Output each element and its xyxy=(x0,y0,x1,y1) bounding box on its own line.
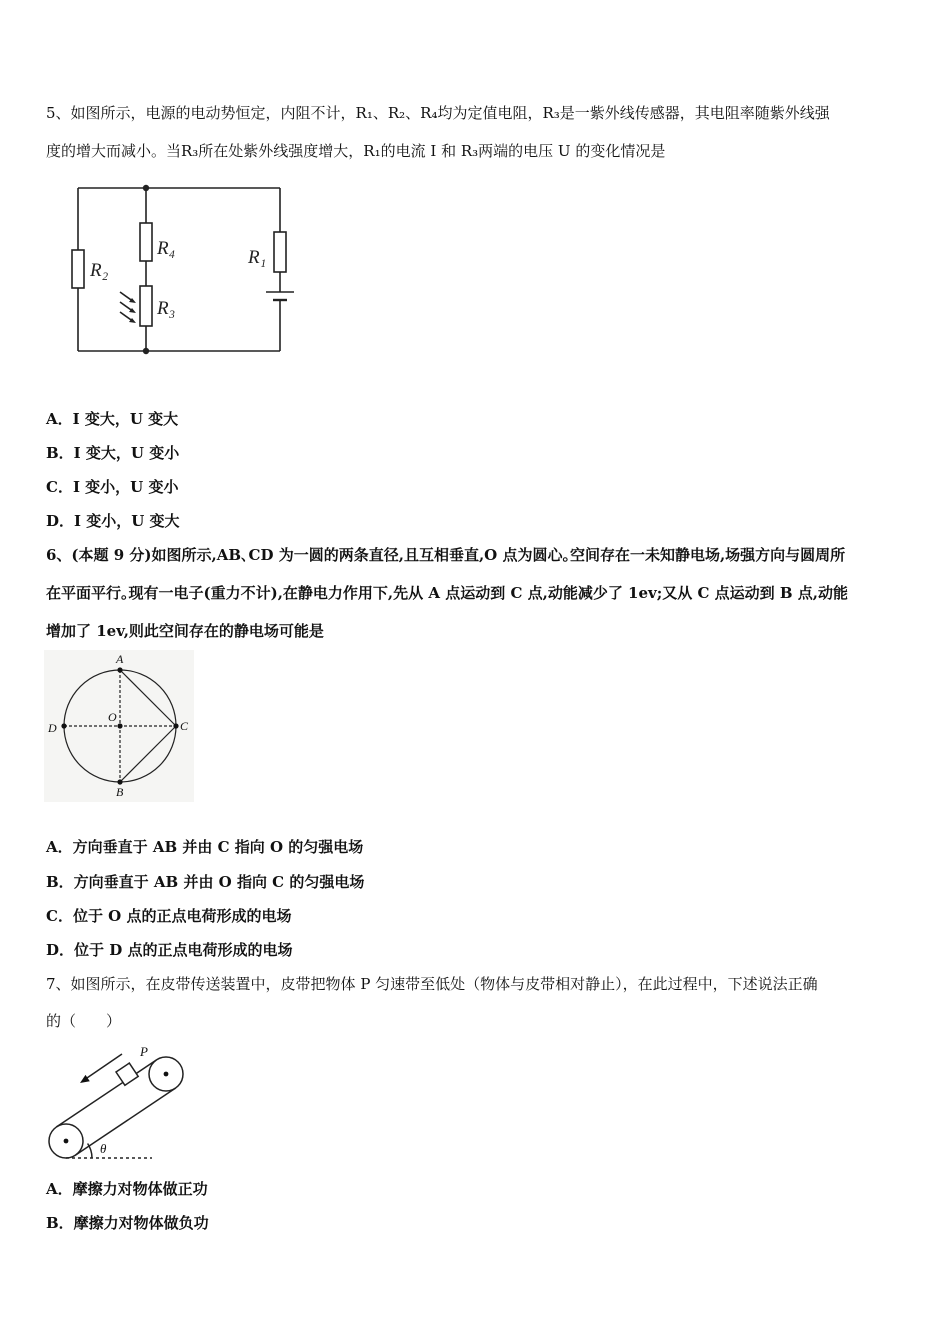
label-b: B xyxy=(116,785,124,799)
label-d: D xyxy=(48,721,57,735)
q6-option-b: B．方向垂直于 AB 并由 O 指向 C 的匀强电场 xyxy=(46,873,365,891)
q7-stem-line1: 7、如图所示，在皮带传送装置中，皮带把物体 P 匀速带至低处（物体与皮带相对静止），在此过程中，下述说法正确 xyxy=(46,975,818,993)
q6-option-c: C．位于 O 点的正点电荷形成的电场 xyxy=(46,907,292,925)
q5-stem-line2: 度的增大而减小。当R₃所在处紫外线强度增大，R₁的电流 I 和 R₃两端的电压 U 的变化情况是 xyxy=(46,142,666,160)
label-r1: R₁ xyxy=(248,247,267,268)
q5-circuit-diagram xyxy=(62,180,302,360)
q6-circle-diagram xyxy=(44,650,194,802)
label-p: P xyxy=(140,1044,148,1059)
label-r4: R₄ xyxy=(157,238,176,259)
q5-option-c: C．I 变小，U 变小 xyxy=(46,478,179,496)
q6-option-a: A．方向垂直于 AB 并由 C 指向 O 的匀强电场 xyxy=(46,838,364,856)
q7-conveyor-diagram xyxy=(44,1040,194,1164)
q6-stem-line2: 在平面平行｡现有一电子(重力不计),在静电力作用下,先从 A 点运动到 C 点,动能减少了 1ev;又从 C 点运动到 B 点,动能 xyxy=(46,584,849,602)
label-c: C xyxy=(180,719,189,733)
q5-option-d: D．I 变小，U 变大 xyxy=(46,512,180,530)
q5-option-a: A．I 变大，U 变大 xyxy=(46,410,179,428)
label-r3: R₃ xyxy=(157,298,176,319)
label-theta: θ xyxy=(100,1141,107,1156)
q6-stem-line1: 6、(本题 9 分)如图所示,AB､CD 为一圆的两条直径,且互相垂直,O 点为圆心｡空间存在一未知静电场,场强方向与圆周所 xyxy=(46,546,846,564)
q7-option-b: B．摩擦力对物体做负功 xyxy=(46,1214,209,1232)
q6-option-d: D．位于 D 点的正点电荷形成的电场 xyxy=(46,941,293,959)
label-a: A xyxy=(116,652,124,666)
q7-option-a: A．摩擦力对物体做正功 xyxy=(46,1180,208,1198)
label-r2: R₂ xyxy=(90,260,109,281)
q7-stem-line2: 的（ ） xyxy=(46,1012,122,1030)
q5-option-b: B．I 变大，U 变小 xyxy=(46,444,180,462)
label-o: O xyxy=(108,710,117,724)
q6-stem-line3: 增加了 1ev,则此空间存在的静电场可能是 xyxy=(46,622,324,640)
q5-stem-line1: 5、如图所示，电源的电动势恒定，内阻不计，R₁、R₂、R₄均为定值电阻，R₃是一紫外线传感器，其电阻率随紫外线强 xyxy=(46,104,830,122)
